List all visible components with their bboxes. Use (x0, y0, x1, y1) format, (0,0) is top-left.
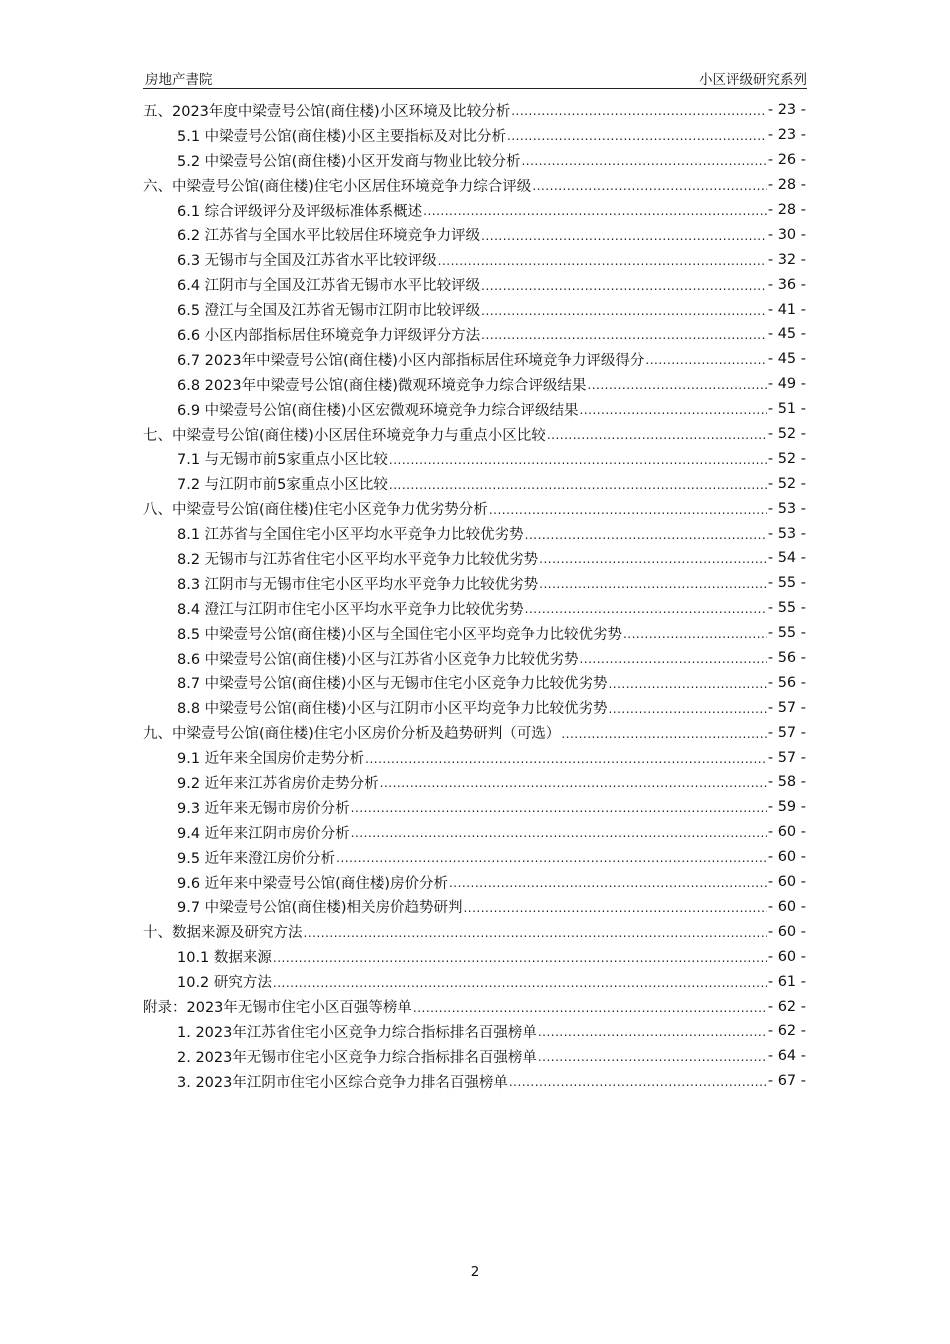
toc-section-entry[interactable] (143, 1019, 806, 1044)
toc-section-entry[interactable] (143, 845, 806, 870)
toc-dot-leader (380, 776, 767, 790)
toc-section-entry[interactable] (143, 820, 806, 845)
toc-entry-title: 8.8 中梁壹号公馆(商住楼)小区与江阴市小区平均竞争力比较优劣势 (177, 701, 608, 718)
toc-section-entry[interactable] (143, 148, 806, 173)
toc-dot-leader (413, 1001, 767, 1015)
toc-dot-leader (423, 204, 767, 218)
toc-section-entry[interactable] (143, 397, 806, 422)
toc-entry-title: 1. 2023年江苏省住宅小区竞争力综合指标排名百强榜单 (177, 1024, 537, 1041)
toc-dot-leader (539, 577, 767, 591)
toc-dot-leader (351, 826, 767, 840)
toc-entry-title: 6.9 中梁壹号公馆(商住楼)小区宏微观环境竞争力综合评级结果 (177, 402, 579, 419)
toc-page-number: - 36 - (767, 276, 806, 293)
toc-page-number: - 62 - (767, 1023, 806, 1040)
toc-page-number: - 60 - (767, 898, 806, 915)
header-publisher: 房地产書院 (145, 72, 213, 88)
toc-page-number: - 54 - (767, 550, 806, 567)
toc-section-entry[interactable] (143, 969, 806, 994)
toc-entry-title: 6.2 江苏省与全国水平比较居住环境竞争力评级 (177, 228, 481, 245)
toc-dot-leader (525, 528, 767, 542)
toc-dot-leader (587, 378, 766, 392)
toc-chapter-entry[interactable] (143, 919, 806, 944)
toc-dot-leader (579, 403, 766, 417)
toc-dot-leader (579, 652, 766, 666)
toc-page-number: - 67 - (767, 1073, 806, 1090)
toc-dot-leader (538, 1025, 767, 1039)
toc-page-number: - 55 - (767, 625, 806, 642)
toc-entry-title: 6.3 无锡市与全国及江苏省水平比较评级 (177, 253, 437, 270)
toc-dot-leader (481, 229, 767, 243)
toc-chapter-entry[interactable] (143, 173, 806, 198)
toc-dot-leader (273, 976, 767, 990)
toc-section-entry[interactable] (143, 222, 806, 247)
toc-entry-title: 8.5 中梁壹号公馆(商住楼)小区与全国住宅小区平均竞争力比较优劣势 (177, 626, 622, 643)
toc-dot-leader (389, 453, 767, 467)
toc-page-number: - 41 - (767, 301, 806, 318)
toc-entry-title: 6.5 澄江与全国及江苏省无锡市江阴市比较评级 (177, 303, 481, 320)
toc-entry-title: 9.3 近年来无锡市房价分析 (177, 800, 350, 817)
toc-entry-title: 8.6 中梁壹号公馆(商住楼)小区与江苏省小区竞争力比较优劣势 (177, 651, 579, 668)
toc-section-entry[interactable] (143, 546, 806, 571)
toc-page-number: - 60 - (767, 948, 806, 965)
toc-entry-title: 八、中梁壹号公馆(商住楼)住宅小区竞争力优劣势分析 (143, 502, 488, 519)
toc-entry-title: 9.4 近年来江阴市房价分析 (177, 825, 350, 842)
toc-dot-leader (608, 677, 766, 691)
toc-entry-title: 五、2023年度中梁壹号公馆(商住楼)小区环境及比较分析 (143, 103, 511, 120)
toc-section-entry[interactable] (143, 372, 806, 397)
toc-dot-leader (623, 627, 767, 641)
toc-dot-leader (481, 304, 767, 318)
toc-page-number: - 28 - (767, 202, 806, 218)
toc-dot-leader (521, 154, 766, 168)
toc-dot-leader (561, 727, 767, 741)
toc-dot-leader (463, 901, 766, 915)
toc-page-number: - 62 - (767, 998, 806, 1015)
toc-entry-title: 7.1 与无锡市前5家重点小区比较 (177, 452, 388, 469)
toc-page-number: - 57 - (767, 724, 806, 741)
toc-page-number: - 52 - (767, 475, 806, 492)
toc-dot-leader (538, 1050, 767, 1064)
toc-section-entry[interactable] (143, 944, 806, 969)
toc-page-number: - 55 - (767, 600, 806, 617)
toc-entry-title: 九、中梁壹号公馆(商住楼)住宅小区房价分析及趋势研判（可选） (143, 726, 561, 743)
toc-section-entry[interactable] (143, 446, 806, 471)
toc-dot-leader (365, 752, 767, 766)
toc-section-entry[interactable] (143, 571, 806, 596)
toc-page-number: - 56 - (767, 674, 806, 691)
toc-dot-leader (539, 552, 767, 566)
toc-entry-title: 6.1 综合评级评分及评级标准体系概述 (177, 203, 423, 220)
toc-dot-leader (389, 478, 767, 492)
toc-dot-leader (336, 851, 767, 865)
toc-dot-leader (351, 801, 767, 815)
toc-entry-title: 8.2 无锡市与江苏省住宅小区平均水平竞争力比较优劣势 (177, 551, 539, 568)
toc-section-entry[interactable] (143, 322, 806, 347)
toc-entry-title: 6.4 江阴市与全国及江苏省无锡市水平比较评级 (177, 278, 481, 295)
toc-dot-leader (509, 1075, 767, 1089)
toc-dot-leader (438, 254, 767, 268)
toc-chapter-entry[interactable] (143, 422, 806, 447)
toc-section-entry[interactable] (143, 272, 806, 297)
toc-dot-leader (525, 602, 767, 616)
toc-dot-leader (481, 328, 767, 342)
toc-chapter-entry[interactable] (143, 98, 806, 123)
toc-page-number: - 53 - (767, 525, 806, 542)
toc-page-number: - 52 - (767, 450, 806, 467)
toc-entry-title: 9.7 中梁壹号公馆(商住楼)相关房价趋势研判 (177, 900, 463, 917)
toc-dot-leader (449, 876, 767, 890)
toc-section-entry[interactable] (143, 123, 806, 148)
toc-section-entry[interactable] (143, 247, 806, 272)
toc-entry-title: 10.1 数据来源 (177, 950, 272, 967)
page-header (143, 66, 807, 89)
toc-page-number: - 60 - (767, 923, 806, 940)
toc-section-entry[interactable] (143, 1044, 806, 1069)
toc-dot-leader (507, 129, 767, 143)
toc-section-entry[interactable] (143, 745, 806, 770)
toc-entry-title: 6.6 小区内部指标居住环境竞争力评级评分方法 (177, 327, 481, 344)
toc-chapter-entry[interactable] (143, 994, 806, 1019)
toc-section-entry[interactable] (143, 646, 806, 671)
toc-section-entry[interactable] (143, 795, 806, 820)
toc-dot-leader (608, 702, 766, 716)
toc-section-entry[interactable] (143, 621, 806, 646)
toc-section-entry[interactable] (143, 297, 806, 322)
toc-page-number: - 60 - (767, 874, 806, 891)
toc-dot-leader (481, 279, 767, 293)
toc-entry-title: 七、中梁壹号公馆(商住楼)小区居住环境竞争力与重点小区比较 (143, 427, 546, 444)
toc-section-entry[interactable] (143, 596, 806, 621)
toc-page-number: - 45 - (767, 326, 806, 343)
toc-section-entry[interactable] (143, 198, 806, 223)
toc-section-entry[interactable] (143, 895, 806, 920)
toc-section-entry[interactable] (143, 695, 806, 720)
toc-entry-title: 附录：2023年无锡市住宅小区百强等榜单 (143, 1000, 412, 1016)
toc-dot-leader (645, 353, 766, 367)
toc-entry-title: 十、数据来源及研究方法 (143, 925, 303, 942)
toc-page-number: - 26 - (767, 152, 806, 169)
toc-entry-title: 2. 2023年无锡市住宅小区竞争力综合指标排名百强榜单 (177, 1049, 537, 1066)
page-number: 2 (470, 1264, 480, 1280)
toc-dot-leader (489, 503, 767, 517)
toc-entry-title: 6.8 2023年中梁壹号公馆(商住楼)微观环境竞争力综合评级结果 (177, 377, 587, 394)
toc-page-number: - 51 - (767, 401, 806, 418)
toc-section-entry[interactable] (143, 471, 806, 496)
toc-page-number: - 23 - (767, 102, 806, 119)
toc-dot-leader (511, 104, 767, 118)
toc-page-number: - 64 - (767, 1048, 806, 1065)
toc-page-number: - 60 - (767, 824, 806, 841)
toc-page-number: - 57 - (767, 749, 806, 766)
toc-entry-title: 8.7 中梁壹号公馆(商住楼)小区与无锡市住宅小区竞争力比较优劣势 (177, 676, 608, 693)
toc-entry-title: 9.2 近年来江苏省房价走势分析 (177, 775, 379, 792)
toc-entry-title: 9.6 近年来中梁壹号公馆(商住楼)房价分析 (177, 875, 448, 892)
toc-chapter-entry[interactable] (143, 496, 806, 521)
toc-entry-title: 8.4 澄江与江阴市住宅小区平均水平竞争力比较优劣势 (177, 601, 524, 618)
toc-entry-title: 5.1 中梁壹号公馆(商住楼)小区主要指标及对比分析 (177, 128, 506, 145)
toc-page-number: - 45 - (767, 351, 806, 368)
toc-dot-leader (273, 951, 767, 965)
toc-entry-title: 6.7 2023年中梁壹号公馆(商住楼)小区内部指标居住环境竞争力评级得分 (177, 352, 645, 369)
toc-page-number: - 55 - (767, 575, 806, 592)
toc-entry-title: 8.3 江阴市与无锡市住宅小区平均水平竞争力比较优劣势 (177, 576, 539, 593)
toc-entry-title: 9.1 近年来全国房价走势分析 (177, 751, 365, 768)
toc-page-number: - 23 - (767, 127, 806, 144)
toc-page-number: - 61 - (767, 973, 806, 990)
toc-entry-title: 5.2 中梁壹号公馆(商住楼)小区开发商与物业比较分析 (177, 153, 521, 170)
toc-entry-title: 六、中梁壹号公馆(商住楼)住宅小区居住环境竞争力综合评级 (143, 178, 532, 195)
toc-section-entry[interactable] (143, 770, 806, 795)
toc-chapter-entry[interactable] (143, 720, 806, 745)
toc-section-entry[interactable] (143, 870, 806, 895)
toc-page-number: - 56 - (767, 650, 806, 667)
toc-dot-leader (547, 428, 767, 442)
toc-entry-title: 7.2 与江阴市前5家重点小区比较 (177, 477, 388, 494)
toc-section-entry[interactable] (143, 1069, 806, 1094)
toc-entry-title: 8.1 江苏省与全国住宅小区平均水平竞争力比较优劣势 (177, 527, 524, 544)
toc-page-number: - 53 - (767, 500, 806, 517)
toc-dot-leader (532, 179, 767, 193)
toc-page-number: - 32 - (767, 251, 806, 268)
toc-page-number: - 49 - (767, 376, 806, 393)
table-of-contents (143, 98, 806, 1094)
toc-dot-leader (304, 926, 767, 940)
toc-page-number: - 60 - (767, 849, 806, 866)
toc-entry-title: 10.2 研究方法 (177, 975, 272, 992)
toc-section-entry[interactable] (143, 670, 806, 695)
toc-page-number: - 59 - (767, 799, 806, 816)
toc-section-entry[interactable] (143, 521, 806, 546)
toc-page-number: - 58 - (767, 774, 806, 791)
toc-entry-title: 3. 2023年江阴市住宅小区综合竞争力排名百强榜单 (177, 1074, 508, 1091)
toc-page-number: - 28 - (767, 177, 806, 194)
header-series-title: 小区评级研究系列 (699, 72, 807, 88)
toc-entry-title: 9.5 近年来澄江房价分析 (177, 850, 336, 867)
toc-page-number: - 30 - (767, 226, 806, 243)
toc-section-entry[interactable] (143, 347, 806, 372)
toc-page-number: - 57 - (767, 699, 806, 716)
toc-page-number: - 52 - (767, 426, 806, 443)
